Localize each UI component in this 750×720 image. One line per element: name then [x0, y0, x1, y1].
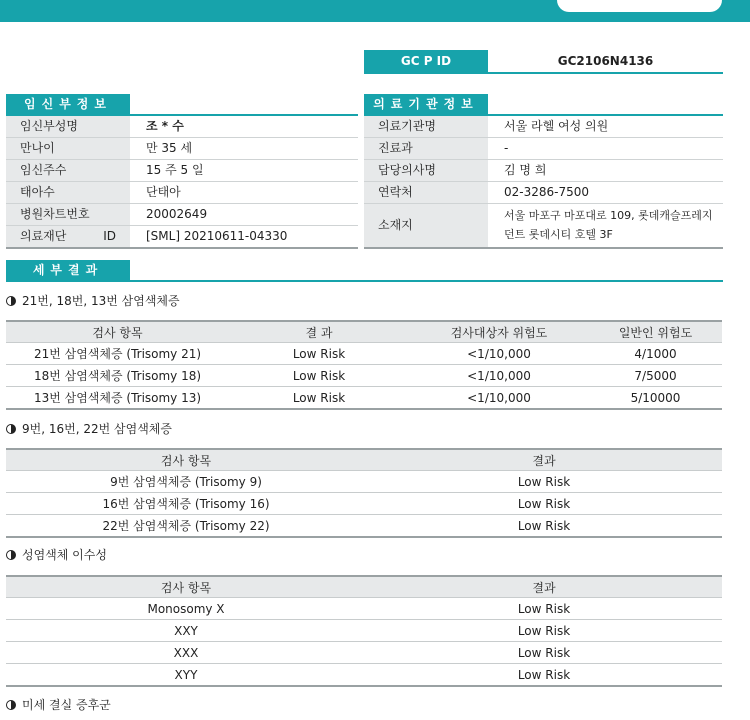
cell: Low Risk: [366, 598, 722, 620]
table-row: [6, 664, 722, 687]
details-title: 세부결과: [6, 260, 130, 280]
half-circle-icon: [6, 700, 16, 710]
patient-value: 조 * 수: [146, 119, 184, 133]
cell: 5/10000: [589, 387, 722, 410]
patient-row: [6, 204, 358, 226]
cell: <1/10,000: [409, 387, 589, 410]
patient-row: [6, 116, 358, 138]
hospital-key: 담당의사명: [364, 160, 488, 181]
hospital-info-header: [364, 94, 723, 116]
patient-value: 20002649: [146, 207, 208, 221]
hospital-key: 소재지: [364, 204, 488, 247]
table-row: [6, 493, 722, 515]
patient-key: 임신주수: [6, 160, 130, 181]
gc-p-id-box: [364, 50, 723, 74]
patient-info-title: 임신부정보: [6, 94, 130, 114]
hospital-value: -: [504, 141, 509, 155]
table-header-row: [6, 321, 722, 343]
patient-key: 만나이: [6, 138, 130, 159]
cell: Low Risk: [229, 387, 409, 410]
cell: 4/1000: [589, 343, 722, 365]
section2-table: [6, 448, 722, 538]
column-header: 결과: [366, 576, 722, 598]
half-circle-icon: [6, 296, 16, 306]
top-banner-tab: [557, 0, 722, 12]
patient-key: 병원차트번호: [6, 204, 130, 225]
section1-heading: [6, 292, 180, 310]
table-row: [6, 387, 722, 410]
cell: Low Risk: [366, 620, 722, 642]
hospital-row: [364, 160, 723, 182]
patient-row: [6, 182, 358, 204]
table-header-row: [6, 576, 722, 598]
hospital-key: 진료과: [364, 138, 488, 159]
patient-row: [6, 160, 358, 182]
hospital-row-address: [364, 204, 723, 249]
hospital-key: 연락처: [364, 182, 488, 203]
hospital-value: 02-3286-7500: [504, 185, 590, 199]
patient-value: [SML] 20210611-04330: [146, 229, 288, 243]
column-header: 검사 항목: [6, 576, 366, 598]
cell: XXX: [6, 642, 366, 664]
gc-p-id-label: GC P ID: [364, 50, 488, 72]
patient-info-header: [6, 94, 358, 116]
section3-heading: [6, 546, 107, 564]
details-header: [6, 260, 723, 282]
section2-title: 9번, 16번, 22번 삼염색체증: [22, 422, 172, 436]
patient-value: 단태아: [146, 185, 181, 199]
address-line-1: 서울 마포구 마포대로 109, 롯데캐슬프레지: [504, 209, 713, 222]
half-circle-icon: [6, 424, 16, 434]
top-banner: [0, 0, 750, 22]
column-header: 결과: [366, 449, 722, 471]
half-circle-icon: [6, 550, 16, 560]
address-line-2: 던트 롯데시티 호텔 3F: [504, 228, 613, 241]
patient-key: 태아수: [6, 182, 130, 203]
table-row: [6, 598, 722, 620]
hospital-row: [364, 182, 723, 204]
cell: 13번 삼염색체증 (Trisomy 13): [6, 387, 229, 410]
gc-p-id-value: GC2106N4136: [557, 54, 654, 68]
cell: XXY: [6, 620, 366, 642]
patient-key: 의료재단 ID: [6, 226, 130, 247]
table-row: [6, 642, 722, 664]
cell: Low Risk: [366, 515, 722, 538]
table-header-row: [6, 449, 722, 471]
patient-key: 임신부성명: [6, 116, 130, 137]
column-header: 결 과: [229, 321, 409, 343]
section2-heading: [6, 420, 172, 438]
hospital-key: 의료기관명: [364, 116, 488, 137]
cell: 16번 삼염색체증 (Trisomy 16): [6, 493, 366, 515]
cell: 9번 삼염색체증 (Trisomy 9): [6, 471, 366, 493]
hospital-value: 김 명 희: [504, 163, 547, 177]
patient-row: [6, 138, 358, 160]
cell: <1/10,000: [409, 343, 589, 365]
table-row: [6, 471, 722, 493]
section4-heading: [6, 696, 111, 714]
cell: 21번 삼염색체증 (Trisomy 21): [6, 343, 229, 365]
patient-value: 만 35 세: [146, 141, 193, 155]
patient-row: [6, 226, 358, 249]
cell: XYY: [6, 664, 366, 687]
cell: Low Risk: [366, 664, 722, 687]
hospital-value: 서울 라헬 여성 의원: [504, 119, 609, 133]
column-header: 검사대상자 위험도: [409, 321, 589, 343]
cell: 22번 삼염색체증 (Trisomy 22): [6, 515, 366, 538]
cell: 7/5000: [589, 365, 722, 387]
table-row: [6, 343, 722, 365]
cell: Low Risk: [229, 365, 409, 387]
hospital-row: [364, 116, 723, 138]
cell: Low Risk: [366, 642, 722, 664]
table-row: [6, 515, 722, 538]
section3-table: [6, 575, 722, 687]
cell: <1/10,000: [409, 365, 589, 387]
column-header: 검사 항목: [6, 321, 229, 343]
section1-table: [6, 320, 722, 410]
table-row: [6, 365, 722, 387]
column-header: 일반인 위험도: [589, 321, 722, 343]
cell: 18번 삼염색체증 (Trisomy 18): [6, 365, 229, 387]
hospital-address: [504, 206, 713, 244]
section1-title: 21번, 18번, 13번 삼염색체증: [22, 294, 180, 308]
cell: Low Risk: [366, 471, 722, 493]
cell: Low Risk: [229, 343, 409, 365]
hospital-info-title: 의료기관정보: [364, 94, 488, 114]
cell: Monosomy X: [6, 598, 366, 620]
section4-title: 미세 결실 증후군: [22, 698, 111, 712]
hospital-row: [364, 138, 723, 160]
table-row: [6, 620, 722, 642]
patient-value: 15 주 5 일: [146, 163, 204, 177]
section3-title: 성염색체 이수성: [22, 548, 107, 562]
cell: Low Risk: [366, 493, 722, 515]
column-header: 검사 항목: [6, 449, 366, 471]
